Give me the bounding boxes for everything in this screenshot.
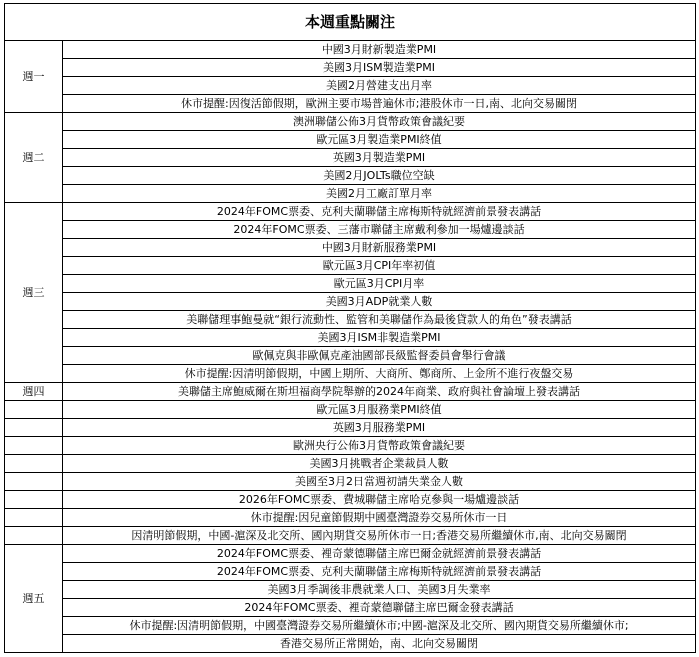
day-label: 週四	[5, 383, 63, 401]
event-item: 2024年FOMC票委、克利夫蘭聯儲主席梅斯特就經濟前景發表講話	[63, 203, 696, 221]
table-row	[5, 77, 696, 95]
event-item: 歐元區3月CPI月率	[63, 275, 696, 293]
table-row	[5, 113, 696, 131]
table-row	[5, 491, 696, 509]
table-row	[5, 311, 696, 329]
event-item: 美國至3月2日當週初請失業金人數	[63, 473, 696, 491]
event-item: 休市提醒:因兒童節假期中國臺灣證券交易所休市一日	[63, 509, 696, 527]
event-item: 美國3月ISM非製造業PMI	[63, 329, 696, 347]
title-row	[5, 4, 696, 41]
table-row	[5, 401, 696, 419]
table-row	[5, 329, 696, 347]
event-item: 美聯儲主席鮑威爾在斯坦福商學院舉辦的2024年商業、政府與社會論壇上發表講話	[63, 383, 696, 401]
event-item: 2024年FOMC票委、裡奇蒙德聯儲主席巴爾金就經濟前景發表講話	[63, 545, 696, 563]
table-row	[5, 527, 696, 545]
day-label: 週三	[5, 203, 63, 383]
table-row	[5, 419, 696, 437]
event-item: 休市提醒:因清明節假期，中國上期所、大商所、鄭商所、上金所不進行夜盤交易	[63, 365, 696, 383]
event-item: 澳洲聯儲公佈3月貨幣政策會議紀要	[63, 113, 696, 131]
table-row	[5, 293, 696, 311]
table-row	[5, 545, 696, 563]
table-title: 本週重點關注	[5, 4, 696, 41]
table-row	[5, 437, 696, 455]
event-item: 中國3月財新服務業PMI	[63, 239, 696, 257]
event-item: 休市提醒:因復活節假期，歐洲主要市場普遍休市;港股休市一日,南、北向交易關閉	[63, 95, 696, 113]
table-row	[5, 257, 696, 275]
event-item: 英國3月服務業PMI	[63, 419, 696, 437]
event-item: 美國3月ISM製造業PMI	[63, 59, 696, 77]
event-item: 美國3月ADP就業人數	[63, 293, 696, 311]
table-row	[5, 563, 696, 581]
event-item: 歐洲央行公佈3月貨幣政策會議紀要	[63, 437, 696, 455]
day-label-empty	[5, 419, 63, 437]
table-row	[5, 167, 696, 185]
table-row	[5, 599, 696, 617]
day-label: 週五	[5, 545, 63, 653]
table-row	[5, 365, 696, 383]
table-body	[5, 4, 696, 653]
weekly-focus-table	[4, 3, 696, 653]
table-row	[5, 347, 696, 365]
day-label-empty	[5, 455, 63, 473]
event-item: 歐元區3月製造業PMI終值	[63, 131, 696, 149]
table-row	[5, 473, 696, 491]
event-item: 美國2月JOLTs職位空缺	[63, 167, 696, 185]
table-row	[5, 149, 696, 167]
event-item: 2026年FOMC票委、費城聯儲主席哈克參與一場爐邊談話	[63, 491, 696, 509]
event-item: 美國3月挑戰者企業裁員人數	[63, 455, 696, 473]
event-item: 英國3月製造業PMI	[63, 149, 696, 167]
event-item: 中國3月財新製造業PMI	[63, 41, 696, 59]
event-item: 香港交易所正常開始，南、北向交易關閉	[63, 635, 696, 653]
table-row	[5, 275, 696, 293]
event-item: 2024年FOMC票委、裡奇蒙德聯儲主席巴爾金發表講話	[63, 599, 696, 617]
day-label-empty	[5, 401, 63, 419]
event-item: 美國3月季調後非農就業人口、美國3月失業率	[63, 581, 696, 599]
event-item: 2024年FOMC票委、三藩市聯儲主席戴利參加一場爐邊談話	[63, 221, 696, 239]
table-row	[5, 635, 696, 653]
day-label-empty	[5, 491, 63, 509]
day-label-empty	[5, 473, 63, 491]
table-row	[5, 455, 696, 473]
table-row	[5, 239, 696, 257]
event-item: 歐佩克與非歐佩克產油國部長級監督委員會舉行會議	[63, 347, 696, 365]
table-row	[5, 59, 696, 77]
day-label-empty	[5, 437, 63, 455]
table-row	[5, 581, 696, 599]
day-label-empty	[5, 509, 63, 527]
event-item: 美國2月工廠訂單月率	[63, 185, 696, 203]
table-row	[5, 95, 696, 113]
event-item: 美聯儲理事鮑曼就“銀行流動性、監管和美聯儲作為最後貸款人的角色”發表講話	[63, 311, 696, 329]
table-row	[5, 203, 696, 221]
table-row	[5, 131, 696, 149]
event-item: 歐元區3月服務業PMI終值	[63, 401, 696, 419]
table-row	[5, 383, 696, 401]
table-row	[5, 617, 696, 635]
event-item: 因清明節假期，中國-滬深及北交所、國內期貨交易所休市一日;香港交易所繼續休市,南、北向交易關閉	[63, 527, 696, 545]
event-item: 歐元區3月CPI年率初值	[63, 257, 696, 275]
table-row	[5, 221, 696, 239]
table-row	[5, 509, 696, 527]
event-item: 休市提醒:因清明節假期，中國臺灣證券交易所繼續休市;中國-滬深及北交所、國內期貨交易所繼續休市;	[63, 617, 696, 635]
day-label: 週一	[5, 41, 63, 113]
day-label: 週二	[5, 113, 63, 203]
day-label-empty	[5, 527, 63, 545]
event-item: 2024年FOMC票委、克利夫蘭聯儲主席梅斯特就經濟前景發表講話	[63, 563, 696, 581]
table-row	[5, 41, 696, 59]
table-row	[5, 185, 696, 203]
schedule-container	[4, 3, 695, 653]
event-item: 美國2月營建支出月率	[63, 77, 696, 95]
